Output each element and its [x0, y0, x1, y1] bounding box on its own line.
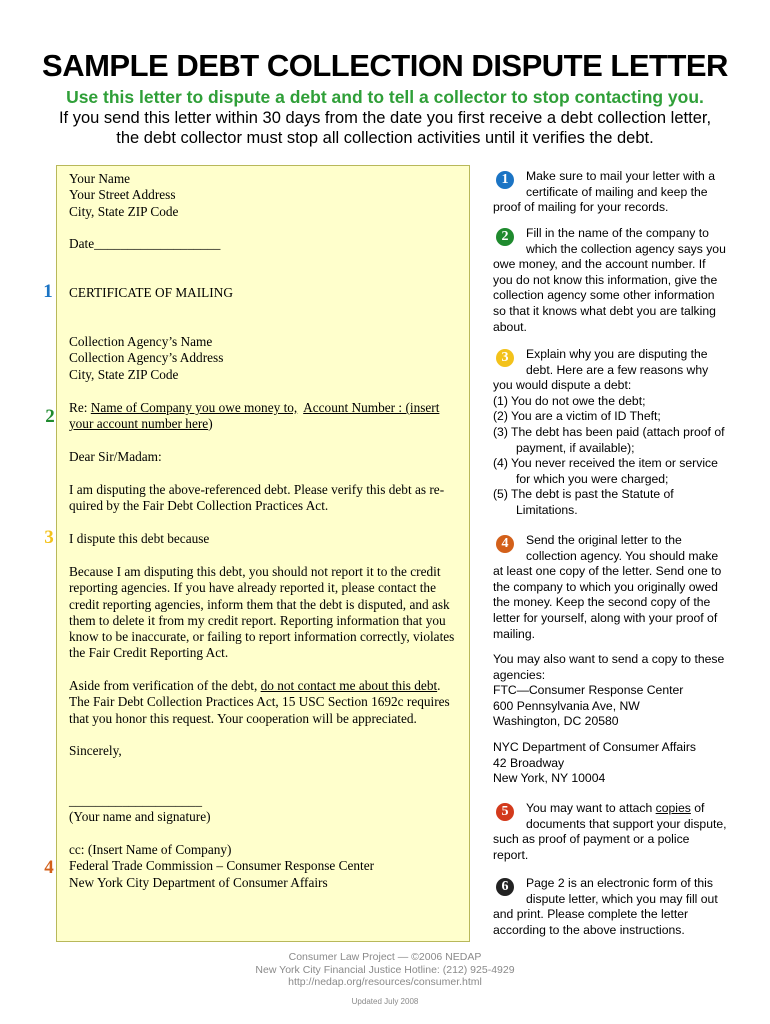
instruction-4	[493, 533, 728, 642]
copy-intro: You may also want to send a copy to these agencies:	[493, 652, 725, 682]
footer	[0, 951, 770, 989]
re-suffix: )	[208, 416, 213, 432]
page-subtitle: Use this letter to dispute a debt and to tell a collector to stop contacting you.	[66, 87, 704, 107]
date-line	[69, 236, 469, 252]
credit-line-4: them to delete it from my credit report. Reporting information that you	[69, 612, 446, 628]
signature-label: (Your name and signature)	[69, 809, 211, 824]
marker-4: 4	[44, 857, 54, 878]
credit-line-2: reporting agencies. If you have already reported it, please contact the	[69, 580, 436, 596]
instruction-1	[493, 169, 728, 216]
step-5-icon: 5	[496, 803, 514, 821]
cc-nyc: New York City Department of Consumer Affairs	[69, 874, 328, 890]
marker-3: 3	[44, 527, 54, 548]
marker-1: 1	[43, 281, 53, 302]
ftc-city: Washington, DC 20580	[493, 714, 619, 729]
instruction-1-text: Make sure to mail your letter with a certificate of mailing and keep the proof of mailing for your records.	[493, 169, 715, 215]
instruction-5-part-a: You may want to attach	[526, 801, 656, 815]
sender-city: City, State ZIP Code	[69, 203, 179, 219]
step-2-icon: 2	[496, 228, 514, 246]
instruction-3-text: Explain why you are disputing the debt. Here are a few reasons why you would dispute a debt:	[493, 347, 709, 393]
salutation: Dear Sir/Madam:	[69, 449, 162, 464]
nyc-agency	[493, 740, 728, 787]
credit-line-1: Because I am disputing this debt, you should not report it to the credit	[69, 564, 441, 579]
cc-ftc: Federal Trade Commission – Consumer Response Center	[69, 858, 375, 874]
date-label: Date	[69, 236, 95, 251]
agency-street: Collection Agency’s Address	[69, 350, 224, 366]
instruction-5-copies: copies	[655, 801, 691, 815]
certificate-of-mailing: CERTIFICATE OF MAILING	[69, 285, 233, 300]
step-1-icon: 1	[496, 171, 514, 189]
instruction-5-text	[493, 801, 728, 863]
re-company: Name of Company you owe money to,	[90, 400, 298, 415]
reason-item: (3) The debt has been paid (attach proof of payment, if available);	[493, 424, 725, 455]
signature-line: ____________________	[69, 793, 202, 808]
reason-item: (4) You never received the item or service for which you were charged;	[493, 456, 718, 486]
re-account-b: your account number here	[69, 416, 209, 432]
reason-item: (1) You do not owe the debt;	[493, 393, 646, 408]
paragraph-credit-reporting	[69, 564, 474, 662]
instruction-3	[493, 347, 728, 519]
no-contact-period: .	[437, 678, 441, 693]
dispute-because: I dispute this debt because	[69, 531, 210, 546]
step-4-icon: 4	[496, 535, 514, 553]
footer-hotline: New York City Financial Justice Hotline: (212) 925-4929	[255, 963, 515, 976]
instruction-2-text: Fill in the name of the company to which the collection agency says you owe money, and the account number. If you do not know this information, give the collection agency some other information so that it knows what debt you are talking about.	[493, 226, 726, 334]
no-contact-text: Aside from verification of the debt,	[69, 678, 261, 693]
paragraph-verify-line1: I am disputing the above-referenced debt. Please verify this debt as re-	[69, 482, 445, 497]
reason-item: (2) You are a victim of ID Theft;	[493, 409, 661, 424]
ftc-name: FTC—Consumer Response Center	[493, 683, 684, 698]
instruction-6-text: Page 2 is an electronic form of this dispute letter, which you may fill out and print. Please complete the letter according to the above instructions.	[493, 876, 718, 937]
agency-name: Collection Agency’s Name	[69, 334, 213, 349]
no-contact-line2: The Fair Debt Collection Practices Act, 15 USC Section 1692c requires	[69, 694, 450, 710]
cc-list	[69, 842, 469, 891]
credit-line-3: credit reporting agencies, inform them that the debt is disputed, and ask	[69, 596, 450, 612]
instruction-2	[493, 226, 728, 335]
instruction-5	[493, 801, 728, 863]
re-prefix: Re:	[69, 400, 88, 415]
date-blank: ___________________	[94, 236, 221, 251]
reason-item: (5) The debt is past the Statute of Limitations.	[493, 487, 674, 517]
instruction-5-part-b: of documents that support your dispute, such as proof of payment or a police report.	[493, 801, 727, 862]
credit-line-5: know to be inaccurate, or failing to report information correctly, violates	[69, 629, 455, 645]
marker-2: 2	[45, 406, 55, 427]
paragraph-no-contact	[69, 678, 474, 727]
closing: Sincerely,	[69, 743, 122, 758]
cc-company: cc: (Insert Name of Company)	[69, 842, 232, 857]
instruction-4-text: Send the original letter to the collection agency. You should make at least one copy of the letter. Send one to the company to which you originally owed the money. Keep the second copy of the letter for yourself, along with your proof of mailing.	[493, 533, 722, 641]
agency-city: City, State ZIP Code	[69, 366, 179, 382]
sender-address	[69, 171, 469, 220]
paragraph-verify-line2: quired by the Fair Debt Collection Practices Act.	[69, 498, 329, 514]
nyc-street: 42 Broadway	[493, 755, 565, 770]
nyc-name: NYC Department of Consumer Affairs	[493, 740, 696, 754]
credit-line-6: the Fair Credit Reporting Act.	[69, 645, 229, 661]
nyc-city: New York, NY 10004	[493, 771, 606, 786]
page-title: SAMPLE DEBT COLLECTION DISPUTE LETTER	[42, 48, 728, 83]
intro-text: If you send this letter within 30 days from the date you first receive a debt collection letter, the debt collector must stop all collection activities until it verifies the debt.	[58, 109, 712, 147]
agency-address	[69, 334, 469, 383]
sender-name: Your Name	[69, 171, 131, 186]
footer-updated: Updated July 2008	[351, 997, 419, 1006]
paragraph-verify	[69, 482, 469, 515]
ftc-street: 600 Pennsylvania Ave, NW	[493, 698, 640, 713]
no-contact-line3: that you honor this request. Your cooperation will be appreciated.	[69, 710, 417, 726]
re-account-a: Account Number : (insert	[303, 400, 440, 415]
dispute-reasons-list	[493, 394, 728, 519]
letter-panel	[56, 165, 470, 942]
copy-agencies	[493, 652, 728, 730]
step-3-icon: 3	[496, 349, 514, 367]
footer-copyright: Consumer Law Project — ©2006 NEDAP	[288, 951, 482, 963]
sender-street: Your Street Address	[69, 187, 176, 203]
instruction-6	[493, 876, 728, 938]
no-contact-emphasis: do not contact me about this debt	[260, 678, 438, 693]
re-line	[69, 400, 469, 433]
step-6-icon: 6	[496, 878, 514, 896]
footer-url: http://nedap.org/resources/consumer.html	[288, 976, 482, 989]
